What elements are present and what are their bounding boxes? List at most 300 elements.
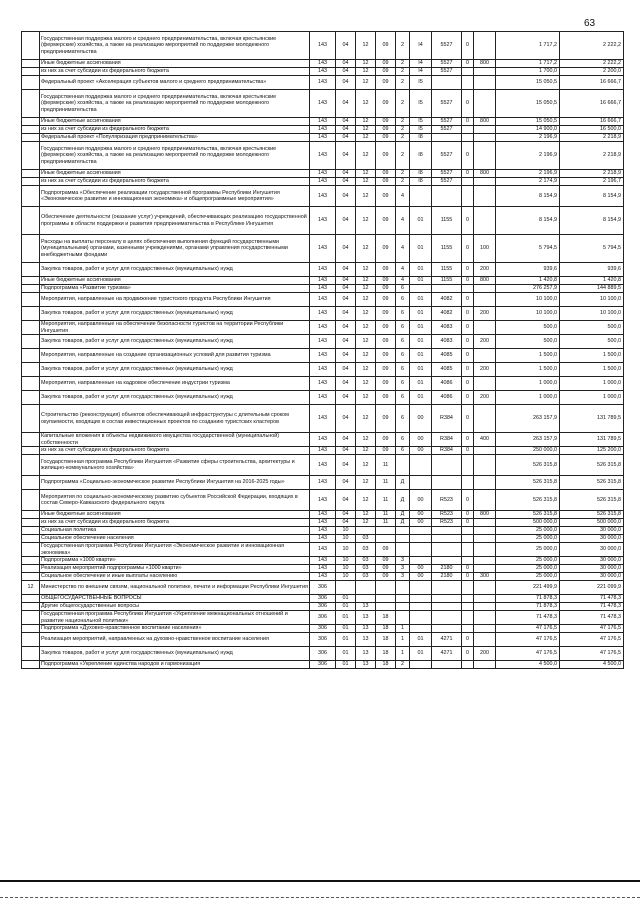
cell-name: Мероприятия, направленные на создание организационных условий для развития туризма — [40, 349, 310, 363]
cell-vr — [474, 625, 496, 633]
cell-ved: 306 — [310, 603, 336, 611]
cell-ved: 143 — [310, 170, 336, 178]
cell-name: Расходы на выплаты персоналу в целях обеспечения выполнения функций государственными (муниципальными) органами, казенными учреждениями, органами управления государственными внебюджетными фондами — [40, 235, 310, 263]
cell-b — [396, 595, 410, 603]
cell-rz — [336, 581, 356, 595]
cell-e: 0 — [462, 391, 474, 405]
cell-e — [462, 68, 474, 76]
table-row — [22, 377, 624, 391]
cell-c — [410, 595, 432, 603]
table-row — [22, 391, 624, 405]
cell-c: 01 — [410, 321, 432, 335]
cell-rz: 04 — [336, 293, 356, 307]
cell-d — [432, 595, 462, 603]
cell-b: 1 — [396, 625, 410, 633]
cell-b: 2 — [396, 32, 410, 60]
cell-rz: 04 — [336, 32, 356, 60]
cell-no — [22, 186, 40, 207]
table-row — [22, 126, 624, 134]
cell-name: Капитальные вложения в объекты недвижимого имущества государственной (муниципальной) собственности — [40, 433, 310, 447]
table-row — [22, 32, 624, 60]
cell-e: 0 — [462, 405, 474, 433]
cell-c: 00 — [410, 490, 432, 511]
cell-no — [22, 60, 40, 68]
cell-c — [410, 285, 432, 293]
cell-b: Д — [396, 476, 410, 490]
cell-s2: 71 478,3 — [560, 595, 624, 603]
cell-pr: 12 — [356, 76, 376, 90]
cell-no — [22, 490, 40, 511]
cell-s1: 15 050,5 — [496, 118, 560, 126]
cell-a — [376, 581, 396, 595]
cell-vr — [474, 581, 496, 595]
cell-vr — [474, 207, 496, 235]
cell-ved: 143 — [310, 126, 336, 134]
cell-b: 1 — [396, 647, 410, 661]
cell-s1: 25 000,0 — [496, 535, 560, 543]
cell-e: 0 — [462, 235, 474, 263]
cell-d: 5527 — [432, 68, 462, 76]
cell-d — [432, 134, 462, 142]
cell-c — [410, 186, 432, 207]
table-row — [22, 565, 624, 573]
cell-c: 00 — [410, 433, 432, 447]
cell-ved: 143 — [310, 134, 336, 142]
cell-a — [376, 603, 396, 611]
cell-c: 01 — [410, 307, 432, 321]
cell-vr: 800 — [474, 277, 496, 285]
cell-b — [396, 455, 410, 476]
cell-s1: 1 700,0 — [496, 68, 560, 76]
cell-ved: 143 — [310, 557, 336, 565]
cell-no — [22, 527, 40, 535]
cell-s2: 30 000,0 — [560, 527, 624, 535]
cell-pr: 12 — [356, 405, 376, 433]
cell-a: 18 — [376, 647, 396, 661]
cell-name: Социальная политика — [40, 527, 310, 535]
cell-pr: 12 — [356, 455, 376, 476]
table-row — [22, 611, 624, 625]
cell-s1: 526 315,8 — [496, 455, 560, 476]
cell-b: 4 — [396, 263, 410, 277]
cell-name: Мероприятия, направленные на продвижение туристского продукта Республики Ингушетия — [40, 293, 310, 307]
cell-name: из них за счет субсидии из федерального бюджета — [40, 447, 310, 455]
cell-a: 18 — [376, 611, 396, 625]
cell-name: из них за счет субсидии из федерального бюджета — [40, 178, 310, 186]
cell-d: 4083 — [432, 335, 462, 349]
cell-name: Мероприятия, направленные на обеспечение безопасности туристов на территории Республики Ингушетия — [40, 321, 310, 335]
cell-no — [22, 543, 40, 557]
cell-s1: 5 794,5 — [496, 235, 560, 263]
cell-ved: 143 — [310, 321, 336, 335]
cell-no — [22, 335, 40, 349]
cell-a: 09 — [376, 335, 396, 349]
cell-vr — [474, 134, 496, 142]
cell-s1: 2 196,9 — [496, 142, 560, 170]
cell-e — [462, 557, 474, 565]
cell-rz: 04 — [336, 170, 356, 178]
cell-a: 18 — [376, 661, 396, 669]
cell-no — [22, 519, 40, 527]
cell-s1: 47 176,5 — [496, 625, 560, 633]
cell-s2: 71 478,3 — [560, 603, 624, 611]
bottom-dashed-rule — [0, 897, 640, 898]
cell-ved: 143 — [310, 293, 336, 307]
cell-a: 09 — [376, 134, 396, 142]
cell-name: Государственная программа Республики Ингушетия «Экономическое развитие и инновационная экономика» — [40, 543, 310, 557]
cell-e: 0 — [462, 519, 474, 527]
cell-ved: 143 — [310, 535, 336, 543]
cell-e — [462, 595, 474, 603]
cell-c: 01 — [410, 647, 432, 661]
table-row — [22, 293, 624, 307]
cell-no — [22, 447, 40, 455]
cell-vr: 800 — [474, 60, 496, 68]
table-row — [22, 647, 624, 661]
cell-rz: 10 — [336, 573, 356, 581]
cell-rz: 04 — [336, 90, 356, 118]
cell-b — [396, 581, 410, 595]
cell-a: 11 — [376, 511, 396, 519]
cell-ved: 143 — [310, 235, 336, 263]
cell-s2: 144 889,5 — [560, 285, 624, 293]
cell-c: 01 — [410, 235, 432, 263]
cell-ved: 143 — [310, 363, 336, 377]
cell-s1: 1 717,2 — [496, 60, 560, 68]
cell-s1: 2 196,9 — [496, 170, 560, 178]
cell-ved: 143 — [310, 307, 336, 321]
cell-d: 4271 — [432, 633, 462, 647]
cell-e: 0 — [462, 335, 474, 349]
cell-vr — [474, 68, 496, 76]
cell-d — [432, 611, 462, 625]
cell-ved: 143 — [310, 207, 336, 235]
cell-s2: 2 218,9 — [560, 134, 624, 142]
cell-s1: 1 717,2 — [496, 32, 560, 60]
cell-a — [376, 527, 396, 535]
cell-name: Другие общегосударственные вопросы — [40, 603, 310, 611]
table-row — [22, 573, 624, 581]
cell-vr: 800 — [474, 118, 496, 126]
cell-s1: 25 000,0 — [496, 527, 560, 535]
cell-rz: 04 — [336, 391, 356, 405]
cell-vr: 200 — [474, 363, 496, 377]
cell-rz: 04 — [336, 377, 356, 391]
cell-pr: 12 — [356, 447, 376, 455]
cell-b — [396, 611, 410, 625]
cell-s2: 4 500,0 — [560, 661, 624, 669]
cell-a: 09 — [376, 285, 396, 293]
cell-s1: 263 157,9 — [496, 405, 560, 433]
cell-a: 09 — [376, 307, 396, 321]
cell-name: Министерство по внешним связям, национальной политике, печати и информации Республики Ингушетия — [40, 581, 310, 595]
cell-e — [462, 126, 474, 134]
cell-e: 0 — [462, 377, 474, 391]
cell-e: 0 — [462, 565, 474, 573]
cell-no — [22, 307, 40, 321]
table-row — [22, 405, 624, 433]
cell-e — [462, 603, 474, 611]
cell-name: из них за счет субсидии из федерального бюджета — [40, 68, 310, 76]
cell-b — [396, 543, 410, 557]
cell-ved: 143 — [310, 573, 336, 581]
cell-b: 2 — [396, 178, 410, 186]
cell-ved: 143 — [310, 186, 336, 207]
cell-e: 0 — [462, 349, 474, 363]
cell-ved: 143 — [310, 335, 336, 349]
cell-vr — [474, 603, 496, 611]
cell-no — [22, 476, 40, 490]
cell-vr — [474, 611, 496, 625]
cell-pr: 12 — [356, 519, 376, 527]
cell-c: 01 — [410, 363, 432, 377]
cell-s2: 47 176,5 — [560, 625, 624, 633]
cell-d: 2180 — [432, 573, 462, 581]
cell-rz: 01 — [336, 661, 356, 669]
cell-ved: 143 — [310, 455, 336, 476]
cell-rz: 04 — [336, 307, 356, 321]
cell-name: Иные бюджетные ассигнования — [40, 170, 310, 178]
cell-d: R523 — [432, 490, 462, 511]
cell-s1: 71 878,3 — [496, 595, 560, 603]
cell-rz: 04 — [336, 60, 356, 68]
cell-vr: 200 — [474, 647, 496, 661]
cell-s2: 526 315,8 — [560, 490, 624, 511]
page-number: 63 — [584, 18, 596, 29]
cell-e: 0 — [462, 321, 474, 335]
cell-s2: 2 222,2 — [560, 32, 624, 60]
cell-pr: 12 — [356, 90, 376, 118]
cell-ved: 143 — [310, 447, 336, 455]
cell-b: 4 — [396, 277, 410, 285]
table-row — [22, 90, 624, 118]
cell-c: I5 — [410, 118, 432, 126]
cell-a: 09 — [376, 235, 396, 263]
cell-s2: 71 478,3 — [560, 611, 624, 625]
cell-vr — [474, 90, 496, 118]
cell-a: 11 — [376, 519, 396, 527]
cell-c: I5 — [410, 76, 432, 90]
cell-c: 00 — [410, 405, 432, 433]
cell-rz: 04 — [336, 142, 356, 170]
cell-pr: 12 — [356, 433, 376, 447]
cell-a: 11 — [376, 455, 396, 476]
cell-e — [462, 134, 474, 142]
cell-e — [462, 476, 474, 490]
cell-s2: 30 000,0 — [560, 573, 624, 581]
cell-s2: 131 789,5 — [560, 405, 624, 433]
cell-ved: 306 — [310, 625, 336, 633]
cell-rz: 04 — [336, 433, 356, 447]
cell-s2: 1 000,0 — [560, 391, 624, 405]
table-row — [22, 511, 624, 519]
cell-d: 1155 — [432, 263, 462, 277]
cell-e — [462, 625, 474, 633]
cell-ved: 306 — [310, 647, 336, 661]
cell-a: 09 — [376, 32, 396, 60]
cell-pr — [356, 581, 376, 595]
table-row — [22, 633, 624, 647]
cell-b: Д — [396, 490, 410, 511]
cell-a: 09 — [376, 186, 396, 207]
cell-rz: 01 — [336, 595, 356, 603]
cell-pr: 12 — [356, 134, 376, 142]
table-row — [22, 581, 624, 595]
cell-b: 4 — [396, 207, 410, 235]
cell-name: Подпрограмма «Укрепление единства народов и гармонизация — [40, 661, 310, 669]
cell-ved: 143 — [310, 490, 336, 511]
cell-pr: 12 — [356, 118, 376, 126]
cell-no — [22, 535, 40, 543]
cell-pr: 12 — [356, 511, 376, 519]
cell-b: 6 — [396, 433, 410, 447]
cell-a: 09 — [376, 377, 396, 391]
cell-c: I4 — [410, 68, 432, 76]
cell-name: Обеспечение деятельности (оказание услуг) учреждений, обеспечивающих реализацию государственной программы в области поддержки и развития предпринимательства в Республике Ингушетия — [40, 207, 310, 235]
cell-a — [376, 535, 396, 543]
cell-vr — [474, 447, 496, 455]
cell-c: I8 — [410, 170, 432, 178]
cell-b: 6 — [396, 377, 410, 391]
cell-b: 3 — [396, 565, 410, 573]
cell-b: 3 — [396, 557, 410, 565]
cell-c: I5 — [410, 126, 432, 134]
cell-s2: 30 000,0 — [560, 535, 624, 543]
table-row — [22, 321, 624, 335]
cell-e — [462, 527, 474, 535]
cell-a: 09 — [376, 207, 396, 235]
cell-no — [22, 263, 40, 277]
cell-ved: 143 — [310, 527, 336, 535]
cell-ved: 143 — [310, 263, 336, 277]
cell-rz: 04 — [336, 285, 356, 293]
cell-s1: 10 100,0 — [496, 293, 560, 307]
cell-no — [22, 363, 40, 377]
cell-c — [410, 535, 432, 543]
cell-ved: 143 — [310, 277, 336, 285]
cell-name: Иные бюджетные ассигнования — [40, 60, 310, 68]
cell-b: 6 — [396, 335, 410, 349]
cell-s2: 16 666,7 — [560, 90, 624, 118]
cell-vr — [474, 126, 496, 134]
cell-name: Социальное обеспечение населения — [40, 535, 310, 543]
cell-vr — [474, 490, 496, 511]
cell-s1: 47 176,5 — [496, 647, 560, 661]
cell-s1: 939,6 — [496, 263, 560, 277]
cell-e: 0 — [462, 60, 474, 68]
cell-rz: 04 — [336, 126, 356, 134]
cell-a: 09 — [376, 557, 396, 565]
cell-no — [22, 277, 40, 285]
cell-b: 4 — [396, 186, 410, 207]
cell-e: 0 — [462, 207, 474, 235]
cell-a: 09 — [376, 447, 396, 455]
cell-pr: 12 — [356, 363, 376, 377]
cell-pr: 12 — [356, 32, 376, 60]
table-row — [22, 349, 624, 363]
cell-no — [22, 647, 40, 661]
cell-a: 09 — [376, 126, 396, 134]
cell-c: I8 — [410, 134, 432, 142]
cell-c: 01 — [410, 377, 432, 391]
cell-e — [462, 611, 474, 625]
cell-d: 1155 — [432, 207, 462, 235]
cell-vr — [474, 186, 496, 207]
cell-e: 0 — [462, 647, 474, 661]
table-row — [22, 625, 624, 633]
cell-pr: 12 — [356, 263, 376, 277]
cell-no — [22, 377, 40, 391]
cell-d — [432, 661, 462, 669]
cell-a: 09 — [376, 277, 396, 285]
cell-c — [410, 661, 432, 669]
cell-e: 0 — [462, 490, 474, 511]
table-row — [22, 263, 624, 277]
cell-a: 09 — [376, 178, 396, 186]
cell-s1: 71 478,3 — [496, 611, 560, 625]
cell-vr — [474, 535, 496, 543]
cell-no — [22, 293, 40, 307]
cell-rz: 01 — [336, 603, 356, 611]
cell-s1: 8 154,9 — [496, 207, 560, 235]
cell-vr: 200 — [474, 263, 496, 277]
cell-s2: 10 100,0 — [560, 293, 624, 307]
cell-e: 0 — [462, 633, 474, 647]
cell-vr — [474, 76, 496, 90]
cell-s1: 14 900,0 — [496, 126, 560, 134]
cell-no — [22, 207, 40, 235]
cell-no — [22, 118, 40, 126]
cell-pr: 12 — [356, 391, 376, 405]
cell-ved: 306 — [310, 581, 336, 595]
table-row — [22, 207, 624, 235]
cell-c: 00 — [410, 447, 432, 455]
cell-vr — [474, 476, 496, 490]
cell-c — [410, 527, 432, 535]
cell-c: I8 — [410, 178, 432, 186]
cell-vr: 800 — [474, 511, 496, 519]
cell-no — [22, 405, 40, 433]
cell-b: 2 — [396, 170, 410, 178]
cell-a: 09 — [376, 263, 396, 277]
cell-s1: 25 000,0 — [496, 565, 560, 573]
cell-c: 00 — [410, 511, 432, 519]
cell-d: 5527 — [432, 60, 462, 68]
cell-b — [396, 535, 410, 543]
cell-s2: 526 315,8 — [560, 511, 624, 519]
cell-no — [22, 142, 40, 170]
cell-d: R384 — [432, 447, 462, 455]
cell-b: 2 — [396, 118, 410, 126]
cell-ved: 143 — [310, 405, 336, 433]
cell-ved: 143 — [310, 32, 336, 60]
cell-name: Закупка товаров, работ и услуг для государственных (муниципальных) нужд — [40, 263, 310, 277]
cell-pr: 12 — [356, 178, 376, 186]
cell-d: 5527 — [432, 170, 462, 178]
cell-d — [432, 186, 462, 207]
cell-pr: 12 — [356, 126, 376, 134]
cell-rz: 04 — [336, 455, 356, 476]
cell-d: 1155 — [432, 277, 462, 285]
cell-b: 2 — [396, 60, 410, 68]
cell-vr: 200 — [474, 307, 496, 321]
cell-rz: 04 — [336, 363, 356, 377]
cell-rz: 04 — [336, 263, 356, 277]
cell-no: 12 — [22, 581, 40, 595]
cell-name: Подпрограмма «Социально-экономическое развитие Республики Ингушетия на 2016-2025 годы» — [40, 476, 310, 490]
cell-e: 0 — [462, 170, 474, 178]
cell-no — [22, 511, 40, 519]
